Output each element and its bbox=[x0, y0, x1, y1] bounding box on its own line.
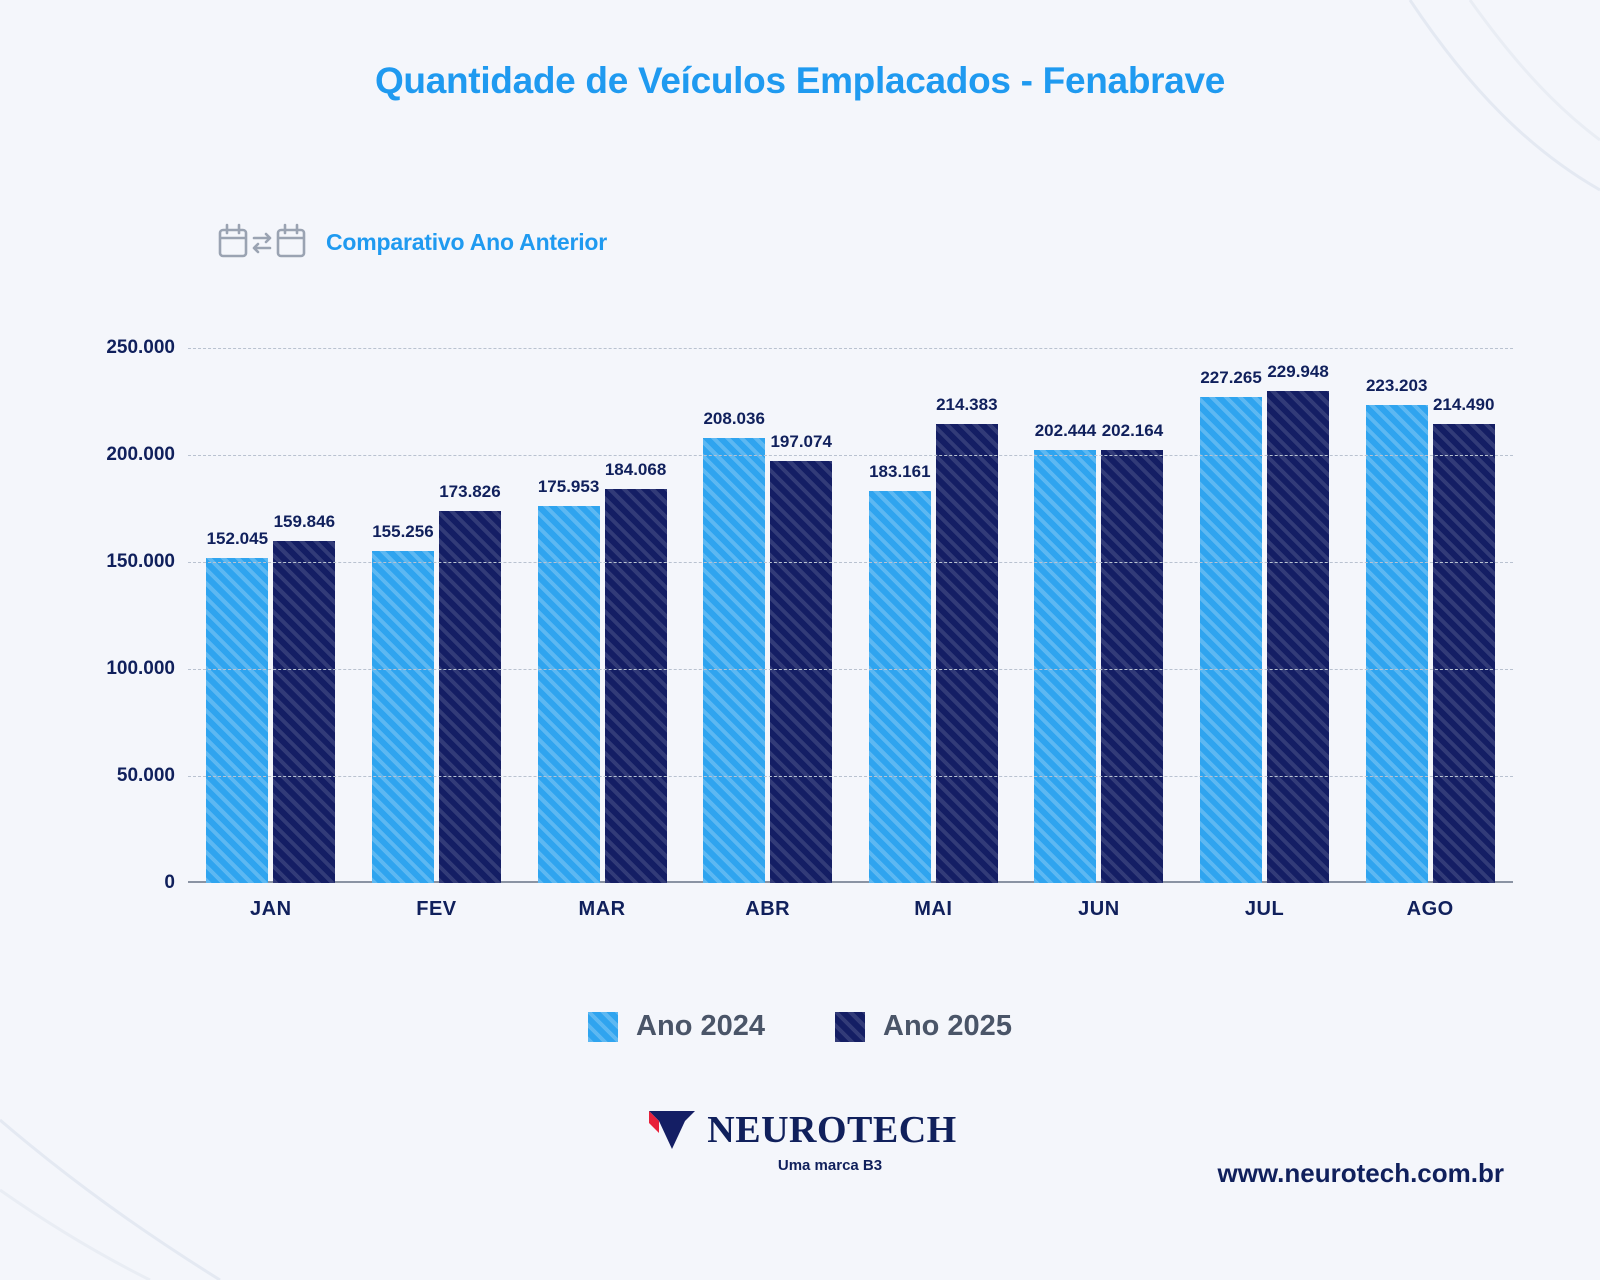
bar-2025[interactable] bbox=[1101, 421, 1164, 883]
bar-group bbox=[685, 348, 851, 883]
bar-2024[interactable] bbox=[869, 462, 931, 883]
x-axis-tick: MAR bbox=[578, 898, 626, 920]
bar-value-label: 208.036 bbox=[703, 408, 765, 428]
bar-value-label: 214.383 bbox=[936, 395, 998, 415]
y-axis-tick: 250.000 bbox=[106, 337, 175, 358]
bar-value-label: 184.068 bbox=[604, 460, 667, 480]
bar-value-label: 202.444 bbox=[1034, 420, 1097, 440]
calendar-compare-icon bbox=[218, 222, 306, 262]
bar-value-label: 173.826 bbox=[439, 482, 501, 502]
subtitle-label: Comparativo Ano Anterior bbox=[326, 228, 608, 255]
bar-group bbox=[1347, 348, 1513, 883]
bar-2025[interactable] bbox=[770, 432, 832, 883]
legend-swatch bbox=[835, 1012, 865, 1042]
neurotech-logo-icon bbox=[643, 1105, 701, 1155]
x-axis-tick: JUL bbox=[1244, 898, 1285, 920]
bar-group bbox=[188, 348, 354, 883]
brand-tagline: Uma marca B3 bbox=[777, 1157, 883, 1174]
legend-swatch bbox=[588, 1012, 618, 1042]
gridline bbox=[188, 562, 1513, 563]
x-axis-tick: JAN bbox=[250, 898, 292, 920]
website-url: www.neurotech.com.br bbox=[1217, 1158, 1504, 1188]
bar-group bbox=[354, 348, 520, 883]
bar-groups bbox=[188, 348, 1513, 883]
y-axis-tick: 200.000 bbox=[106, 444, 175, 465]
bar-value-label: 214.490 bbox=[1432, 395, 1495, 414]
legend-item[interactable] bbox=[835, 1010, 1012, 1043]
bar-2024[interactable] bbox=[1200, 367, 1262, 883]
y-axis-tick: 50.000 bbox=[116, 765, 175, 786]
bar-value-label: 159.846 bbox=[273, 511, 336, 531]
plot-area bbox=[106, 337, 1513, 893]
brand-name: NEUROTECH bbox=[707, 1109, 957, 1151]
gridline bbox=[188, 455, 1513, 456]
legend-label: Ano 2025 bbox=[883, 1010, 1012, 1042]
x-axis-tick: FEV bbox=[416, 898, 457, 920]
bar-2025[interactable] bbox=[936, 395, 998, 883]
gridline bbox=[188, 348, 1513, 349]
bar-group bbox=[1182, 348, 1348, 883]
bar-value-label: 183.161 bbox=[869, 462, 931, 482]
bar-group bbox=[1016, 348, 1182, 883]
bar-value-label: 155.256 bbox=[372, 521, 434, 541]
x-axis-labels bbox=[188, 898, 1513, 921]
x-axis-tick: JUN bbox=[1078, 898, 1120, 920]
gridline bbox=[188, 776, 1513, 777]
bar-value-label: 223.203 bbox=[1365, 376, 1428, 396]
x-axis-tick: ABR bbox=[745, 898, 791, 920]
brand-row bbox=[643, 1105, 956, 1155]
bar-value-label: 197.074 bbox=[770, 432, 832, 452]
y-axis-tick: 150.000 bbox=[106, 551, 175, 572]
bar-2024[interactable] bbox=[703, 408, 765, 883]
bar-value-label: 227.265 bbox=[1200, 367, 1262, 387]
legend-item[interactable] bbox=[588, 1010, 765, 1043]
bar-2025[interactable] bbox=[273, 511, 336, 883]
gridline bbox=[188, 669, 1513, 670]
bar-2025[interactable] bbox=[439, 482, 501, 883]
y-axis-tick: 0 bbox=[164, 872, 175, 893]
bar-2024[interactable] bbox=[1034, 420, 1097, 883]
chart-legend bbox=[0, 1010, 1600, 1043]
bar-chart bbox=[70, 330, 1530, 920]
bar-2024[interactable] bbox=[372, 521, 434, 883]
bar-value-label: 152.045 bbox=[206, 528, 269, 548]
bar-2024[interactable] bbox=[1365, 376, 1428, 883]
bar-value-label: 229.948 bbox=[1267, 361, 1329, 381]
y-axis-tick: 100.000 bbox=[106, 658, 175, 679]
bar-2025[interactable] bbox=[1432, 395, 1495, 883]
bar-group bbox=[851, 348, 1017, 883]
bar-value-label: 202.164 bbox=[1101, 421, 1164, 441]
page-title: Quantidade de Veículos Emplacados - Fenabrave bbox=[374, 60, 1226, 101]
subtitle-row bbox=[218, 222, 607, 262]
bar-group bbox=[519, 348, 685, 883]
x-axis-tick: AGO bbox=[1406, 898, 1454, 920]
x-axis-tick: MAI bbox=[914, 898, 953, 920]
legend-label: Ano 2024 bbox=[636, 1010, 765, 1042]
bar-2024[interactable] bbox=[206, 528, 269, 883]
bar-value-label: 175.953 bbox=[537, 477, 600, 497]
bar-2025[interactable] bbox=[1267, 361, 1329, 883]
bar-2025[interactable] bbox=[604, 460, 667, 883]
